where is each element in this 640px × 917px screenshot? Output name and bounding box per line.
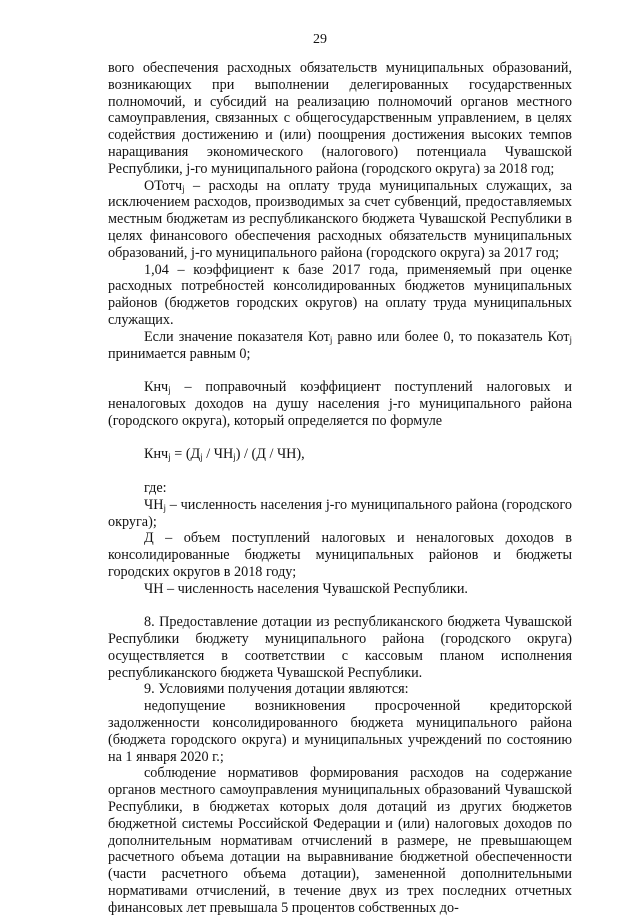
subscript-j: j [182, 183, 185, 194]
kot-text-c: принимается равным 0; [108, 345, 251, 362]
subscript-j: j [329, 334, 333, 345]
paragraph-9: 9. Условиями получения дотации являются: [144, 681, 409, 698]
condition-norms: соблюдение нормативов формирования расходов на содержание органов местного самоуправления муниципальных образований Чувашской Республики, в бюджетах которых доля дотаций из других бюджетов бюджетной системы Российской Федерации и (или) налоговых доходов по дополнительным нормативам отчислений в размере, не превышающем расчетного объема дотации на выравнивание бюджетной обеспеченности (части расчетного объема дотации), замененной дополнительными нормативами отчислений, в течение двух из трех последних отчетных финансовых лет превышала 5 процентов собственных до- [108, 765, 572, 916]
kot-text-a: Если значение показателя Кот [144, 328, 330, 345]
paragraph-8: 8. Предоставление дотации из республиканского бюджета Чувашской Республики бюджету муниципального района (городского округа) осуществляется в соответствии с кассовым планом исполнения республиканского бюджета Чувашской Республики. [108, 614, 572, 681]
paragraph-continuation: вого обеспечения расходных обязательств муниципальных образований, возникающих при выполнении делегированных государственных полномочий, и субсидий на реализацию полномочий органов местного самоуправления, связанных с общегосударственным управлением, в целях содействия достижению и (или) поощрения достижения высоких темпов наращивания экономического (налогового) потенциала Чувашской Республики, j-го муниципального района (городского округа) за 2018 год; [108, 60, 572, 177]
subscript-j: j [569, 334, 572, 345]
formula [108, 446, 572, 463]
term-chn: ЧН [144, 496, 164, 513]
paragraph-kot-condition [108, 329, 572, 363]
subscript-j: j [168, 452, 171, 463]
subscript-j: j [163, 502, 166, 513]
formula-part: = (Д [170, 446, 201, 463]
definition-d: Д – объем поступлений налоговых и неналоговых доходов в консолидированные бюджеты муниципальных районов и бюджеты городских округов в 2018 году; [108, 530, 572, 580]
otoch-text: – расходы на оплату труда муниципальных служащих, за исключением расходов, производимых за счет субвенций, предоставляемых местным бюджетам из республиканского бюджета Чувашской Республики в целях финансового обеспечения расходных обязательств муниципальных образований, j-го муниципального района (городского округа) за 2017 год; [108, 177, 572, 261]
kot-text-b: равно или более 0, то показатель Кот [332, 328, 570, 345]
formula-part: ) / (Д / ЧН), [235, 446, 305, 463]
term-otoch: ОТотч [144, 177, 183, 194]
term-knch: Кнч [144, 379, 169, 396]
definition-chn-j [108, 497, 572, 531]
subscript-j: j [168, 385, 171, 396]
definition-chn: ЧН – численность населения Чувашской Республики. [144, 580, 468, 597]
chn-j-text: – численность населения j-го муниципального района (городского округа); [108, 496, 572, 530]
knch-text: – поправочный коэффициент поступлений налоговых и неналоговых доходов на душу населения j-го муниципального района (городского округа), который определяется по формуле [108, 379, 572, 429]
where-label: где: [144, 479, 167, 496]
subscript-j: j [200, 452, 203, 463]
page-number: 29 [313, 32, 327, 47]
formula-part: / ЧН [202, 446, 234, 463]
paragraph-otoch-definition [108, 178, 572, 262]
paragraph-coefficient-104: 1,04 – коэффициент к базе 2017 года, применяемый при оценке расходных потребностей консолидированных бюджетов муниципальных районов (бюджетов городских округов) на оплату труда муниципальных служащих. [108, 261, 572, 328]
condition-no-arrears: недопущение возникновения просроченной кредиторской задолженности консолидированного бюджета муниципального района (бюджета городского округа) и муниципальных учреждений по состоянию на 1 января 2020 г.; [108, 698, 572, 765]
formula-part: Кнч [144, 446, 169, 463]
paragraph-knch-definition [108, 379, 572, 429]
subscript-j: j [233, 452, 236, 463]
document-body [108, 60, 572, 917]
